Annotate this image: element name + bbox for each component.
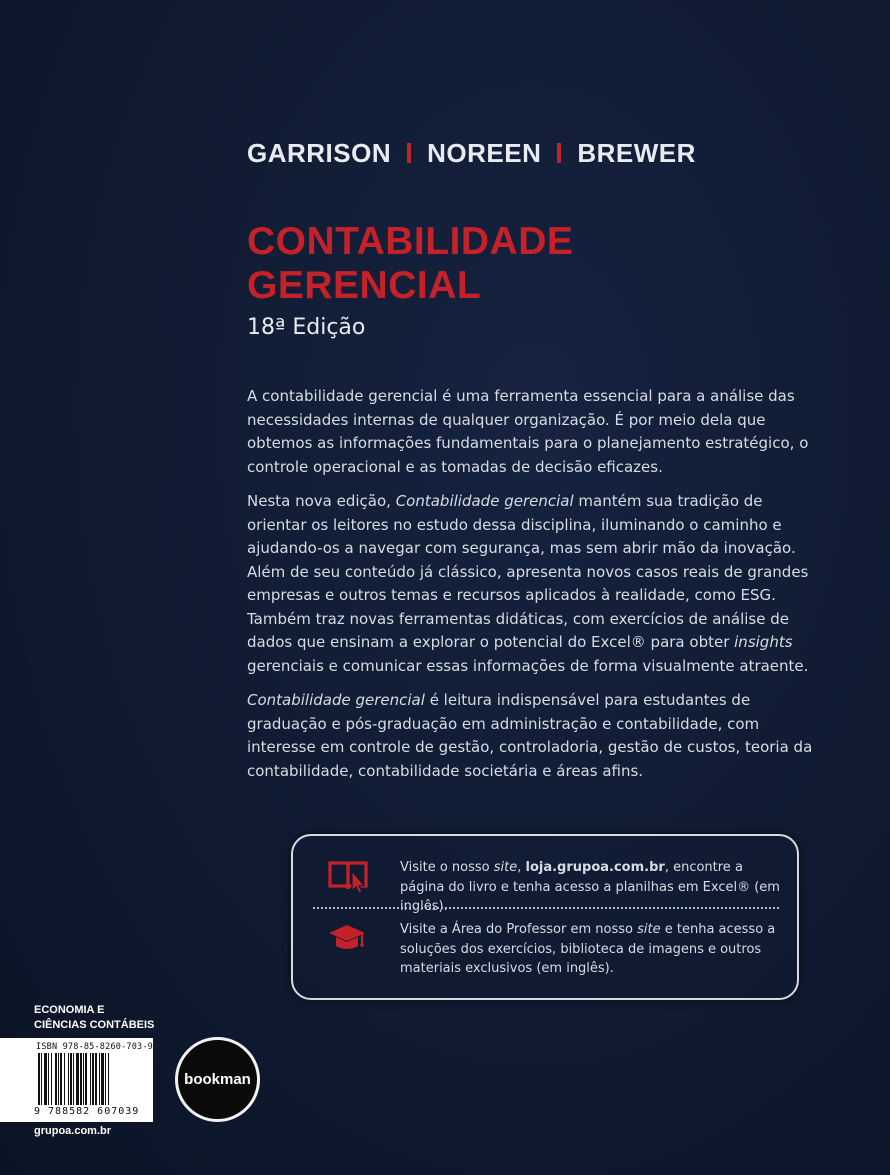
dotted-divider: [313, 907, 779, 909]
resources-text: Visite a Área do Professor em nosso: [400, 922, 638, 937]
resources-italic-site: site: [637, 922, 661, 937]
category-line1: ECONOMIA E: [34, 1004, 105, 1016]
resources-text: e tenha acesso a soluções dos exercícios, biblioteca de imagens e outros materiais exclusivos (em inglês).: [400, 922, 776, 976]
author-separator: [407, 143, 411, 163]
paragraph-2-text: Nesta nova edição,: [247, 492, 396, 510]
edition: 18ª Edição: [247, 315, 366, 340]
resources-text: ,: [517, 860, 526, 875]
paragraph-3-italic-title: Contabilidade gerencial: [247, 691, 425, 709]
book-title: [247, 220, 573, 308]
category-label: [34, 1003, 154, 1033]
paragraph-3: [247, 689, 817, 783]
paragraph-2-text: gerenciais e comunicar essas informações de forma visualmente atraente.: [247, 656, 809, 675]
paragraph-2-italic-insights: insights: [734, 633, 793, 651]
paragraph-2-text: mantém sua tradição de orientar os leitores no estudo dessa disciplina, iluminando o caminho e ajudando-os a navegar com segurança, mas sem abrir mão da inovação. Além de seu conteúdo já clássico, apresenta novos casos reais de grandes empresas e outros temas e recursos aplicados à realidade, como ESG. Também traz novas ferramentas didáticas, com exercícios de análise de dados que ensinam a explorar o potencial do Excel® para obter: [247, 492, 809, 651]
graduation-cap-icon: [327, 920, 369, 960]
author-brewer: BREWER: [577, 138, 696, 168]
resources-row-professor-text: [400, 920, 780, 979]
authors: [247, 138, 696, 169]
paragraph-2: [247, 490, 817, 678]
resources-box: [291, 834, 799, 1000]
book-cursor-icon: [327, 858, 369, 898]
store-link[interactable]: loja.grupoa.com.br: [525, 860, 665, 875]
barcode: [0, 1038, 153, 1122]
resources-italic-site: site: [493, 860, 518, 875]
description: [247, 385, 817, 794]
isbn-text: ISBN 978-85-8260-703-9: [36, 1042, 153, 1052]
book-title-line1: CONTABILIDADE: [247, 220, 574, 263]
category-line2: CIÊNCIAS CONTÁBEIS: [34, 1019, 155, 1031]
author-separator: [557, 143, 561, 163]
barcode-number: 9 788582 607039: [34, 1106, 140, 1117]
author-noreen: NOREEN: [427, 138, 542, 168]
publisher-logo: bookman: [175, 1037, 260, 1122]
paragraph-1: A contabilidade gerencial é uma ferramenta essencial para a análise das necessidades internas de qualquer organização. É por meio dela que obtemos as informações fundamentais para o planejamento estratégico, o controle operacional e as tomadas de decisão eficazes.: [247, 387, 809, 476]
book-title-line2: GERENCIAL: [247, 264, 482, 307]
paragraph-3-text: é leitura indispensável para estudantes de graduação e pós-graduação em administração e contabilidade, com interesse em controle de gestão, controladoria, gestão de custos, teoria da contabilidade, contabilidade societária e áreas afins.: [247, 691, 813, 780]
resources-text: , encontre a página do livro e tenha acesso a planilhas em Excel® (em inglês).: [400, 860, 780, 914]
resources-text: Visite o nosso: [400, 860, 494, 875]
website: grupoa.com.br: [34, 1125, 112, 1137]
author-garrison: GARRISON: [247, 138, 392, 168]
paragraph-2-italic-title: Contabilidade gerencial: [395, 492, 574, 510]
